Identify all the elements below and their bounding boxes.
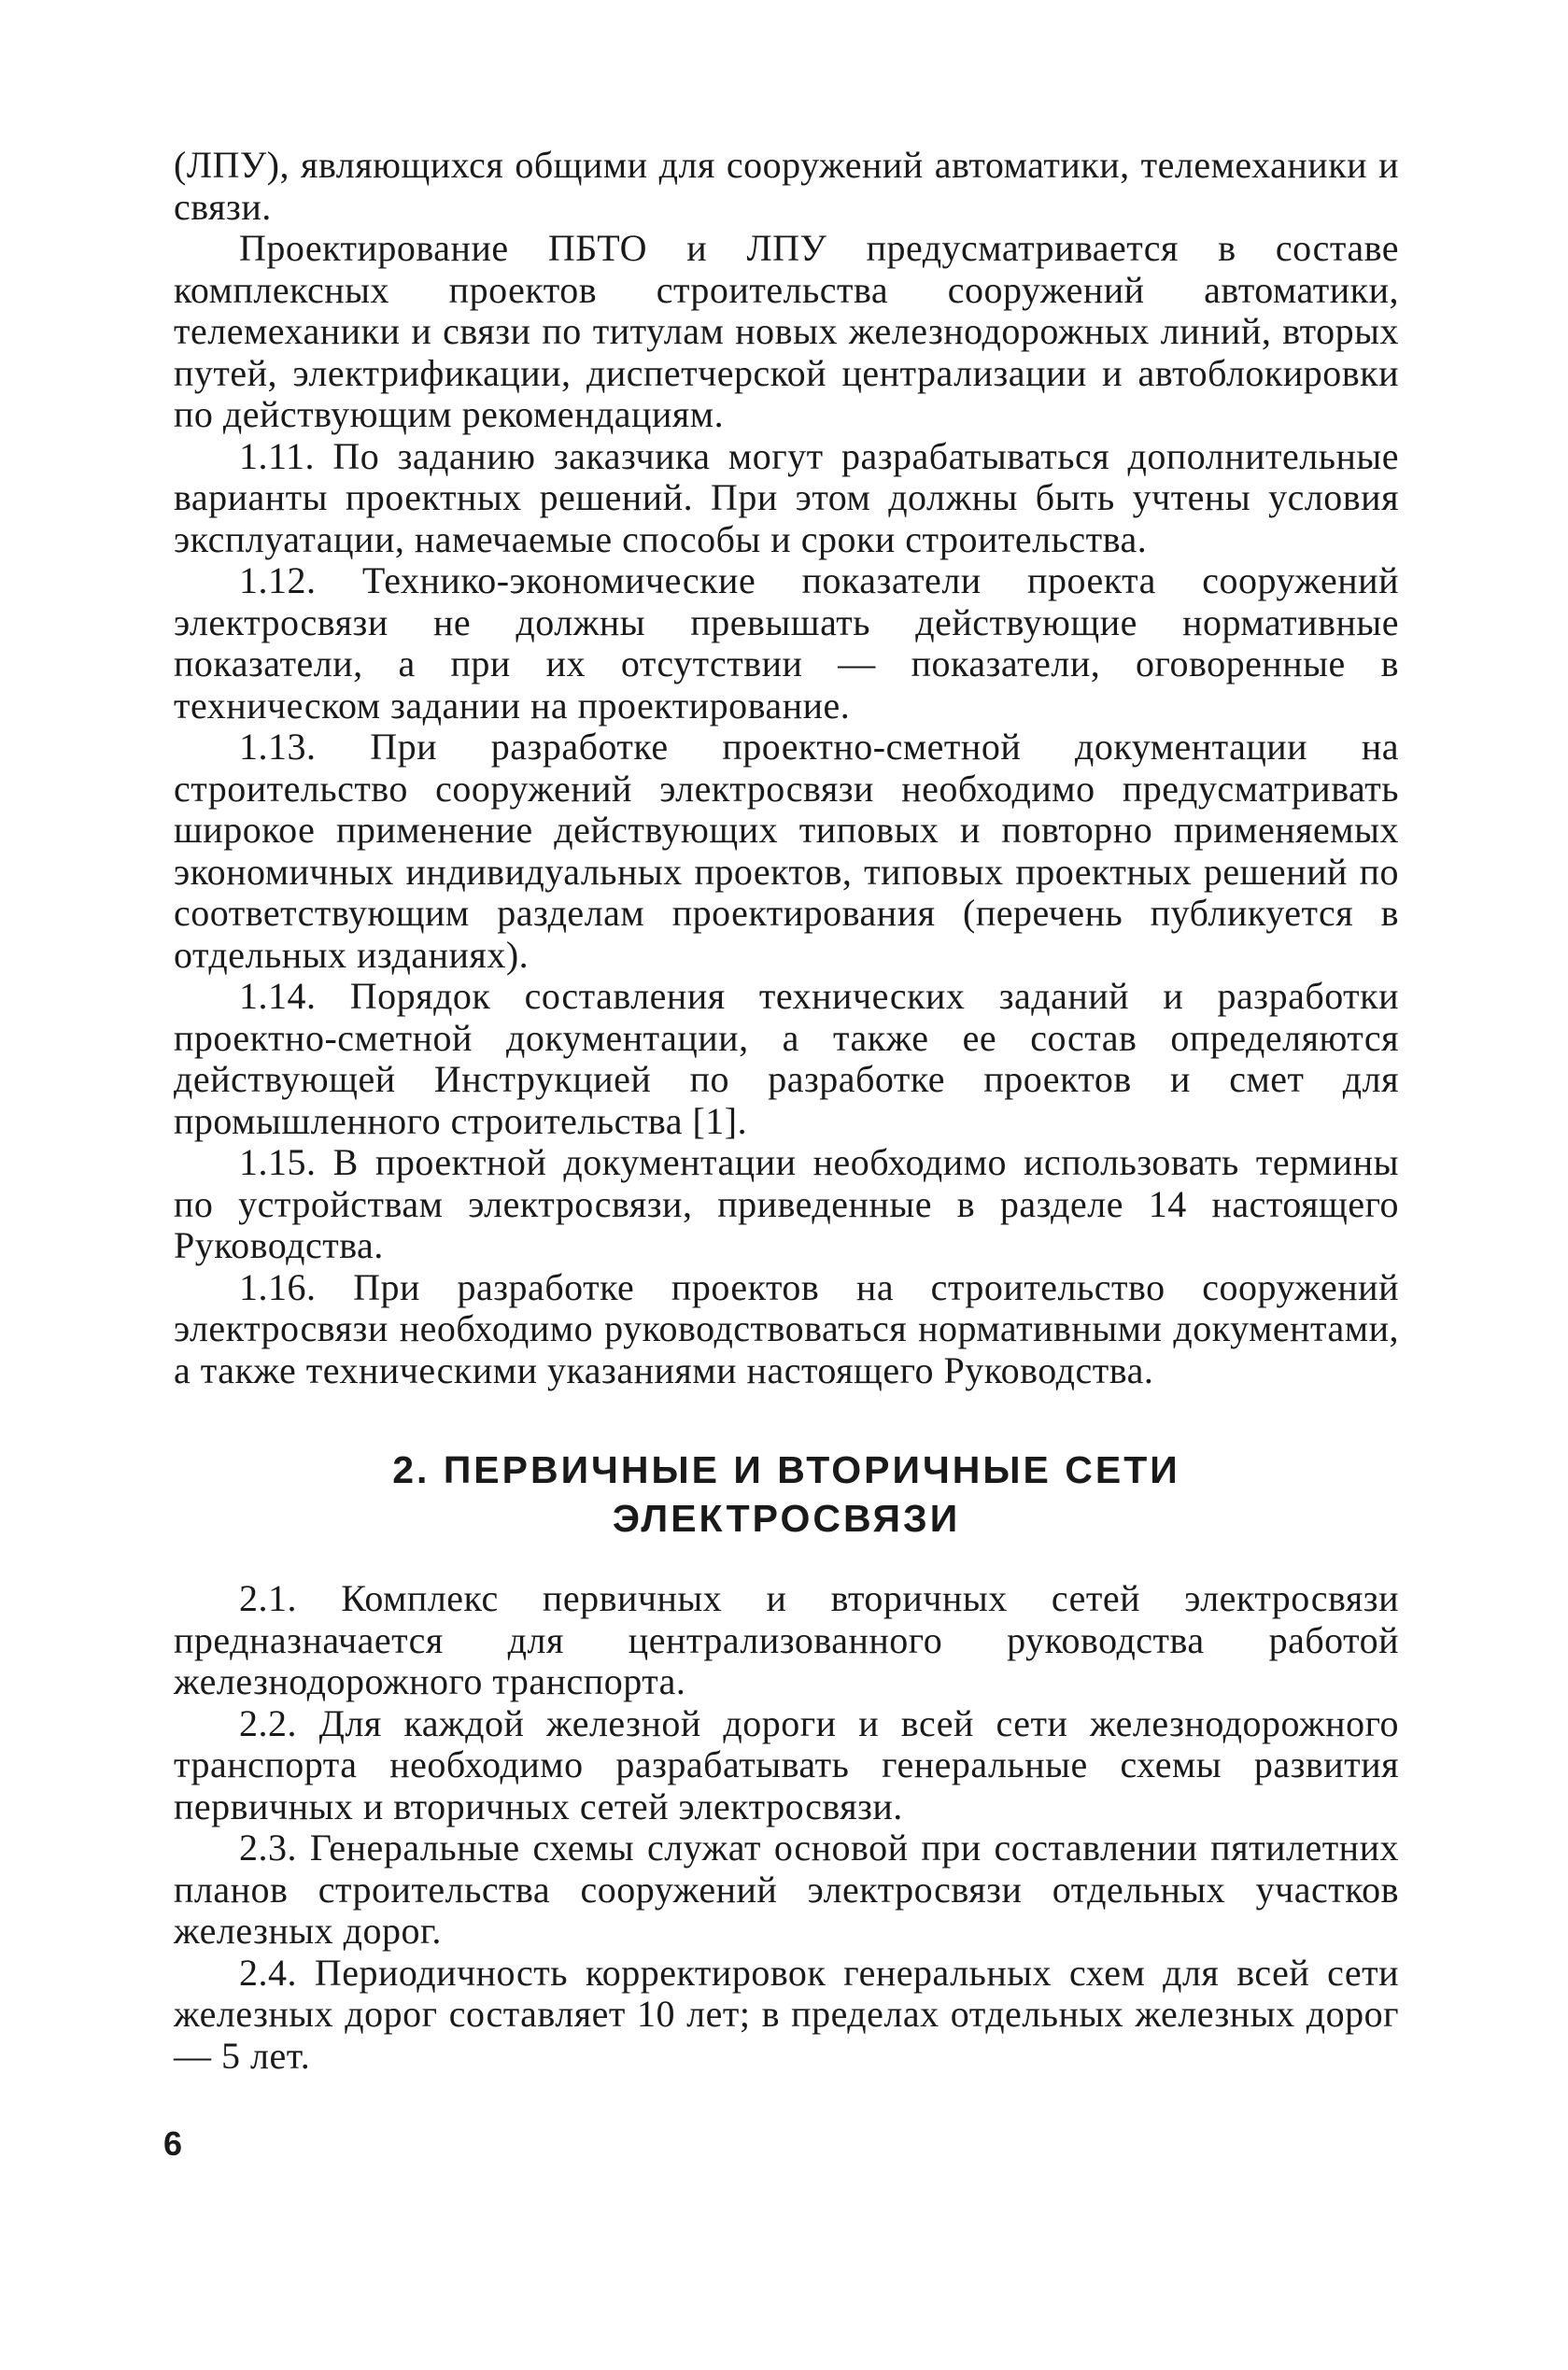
paragraph-1-13: 1.13. При разработке проектно-сметной документации на строительство сооружений электросвязи необходимо предусматривать широкое применение действующих типовых и повторно применяемых экономичных индивидуальных проектов, типовых проектных решений по соответствующим разделам проектирования (перечень публикуется в отдельных изданиях).: [174, 726, 1399, 976]
paragraph-1-15: 1.15. В проектной документации необходимо использовать термины по устройствам электросвязи, приведенные в разделе 14 настоящего Руководства.: [174, 1141, 1399, 1266]
paragraph-lpu-continuation: (ЛПУ), являющихся общими для сооружений автоматики, телемеханики и связи.: [174, 144, 1399, 228]
paragraph-2-3: 2.3. Генеральные схемы служат основой при составлении пятилетних планов строительства сооружений электросвязи отдельных участков железных дорог.: [174, 1827, 1399, 1952]
paragraph-1-12: 1.12. Технико-экономические показатели проекта сооружений электросвязи не должны превышать действующие нормативные показатели, а при их отсутствии — показатели, оговоренные в техническом задании на проектирование.: [174, 559, 1399, 727]
document-page: [174, 145, 1399, 2077]
section-heading-line1: 2. ПЕРВИЧНЫЕ И ВТОРИЧНЫЕ СЕТИ: [392, 1448, 1180, 1491]
paragraph-2-1: 2.1. Комплекс первичных и вторичных сетей электросвязи предназначается для централизованного руководства работой железнодорожного транспорта.: [174, 1577, 1399, 1702]
paragraph-2-2: 2.2. Для каждой железной дороги и всей сети железнодорожного транспорта необходимо разрабатывать генеральные схемы развития первичных и вторичных сетей электросвязи.: [174, 1701, 1399, 1827]
paragraph-1-14: 1.14. Порядок составления технических заданий и разработки проектно-сметной документации, а также ее состав определяются действующей Инструкцией по разработке проектов и смет для промышленного строительства [1].: [174, 975, 1399, 1142]
page-number: 6: [163, 2124, 183, 2163]
paragraph-2-4: 2.4. Периодичность корректировок генеральных схем для всей сети железных дорог составляет 10 лет; в пределах отдельных железных дорог — 5 лет.: [174, 1951, 1399, 2077]
section-heading: [174, 1446, 1399, 1543]
paragraph-1-16: 1.16. При разработке проектов на строительство сооружений электросвязи необходимо руководствоваться нормативными документами, а также техническими указаниями настоящего Руководства.: [174, 1265, 1399, 1391]
paragraph-1-11: 1.11. По заданию заказчика могут разрабатываться дополнительные варианты проектных решений. При этом должны быть учтены условия эксплуатации, намечаемые способы и сроки строительства.: [174, 434, 1399, 560]
section-heading-line2: ЭЛЕКТРОСВЯЗИ: [612, 1497, 961, 1540]
paragraph-pbto-design: Проектирование ПБТО и ЛПУ предусматривается в составе комплексных проектов строительства сооружений автоматики, телемеханики и связи по титулам новых железнодорожных линий, вторых путей, электрификации, диспетчерской централизации и автоблокировки по действующим рекомендациям.: [174, 227, 1399, 435]
